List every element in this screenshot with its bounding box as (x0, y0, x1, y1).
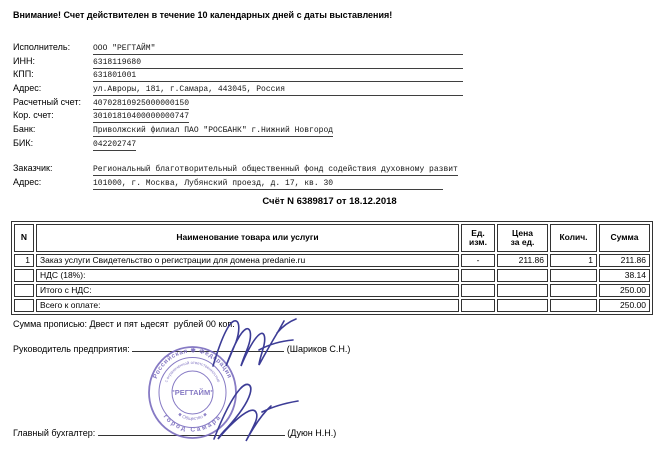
field-row-bik (13, 138, 136, 151)
field-row-settlement-account (13, 97, 189, 110)
invoice-title: Счёт N 6389817 от 18.12.2018 (262, 196, 397, 207)
field-row-executor (13, 42, 463, 55)
inn-value: 6318119680 (93, 58, 463, 69)
item-sum: 211.86 (599, 254, 650, 267)
col-header-name: Наименование товара или услуги (36, 224, 459, 252)
items-table (11, 221, 653, 315)
svg-text:с ограниченной ответственность (163, 360, 221, 383)
col-header-qty: Колич. (550, 224, 597, 252)
item-price: 211.86 (497, 254, 548, 267)
amount-in-words (13, 319, 235, 329)
director-name: (Шариков С.Н.) (286, 344, 351, 354)
settlement-account-label: Расчетный счет: (13, 97, 82, 107)
accountant-name: (Дуюн Н.Н.) (287, 428, 337, 438)
stamp-center-text: "РЕГТАЙМ" (171, 388, 214, 397)
bank-label: Банк: (13, 124, 36, 134)
col-header-number: N (14, 224, 34, 252)
item-qty: 1 (550, 254, 597, 267)
col-header-sum: Сумма (599, 224, 650, 252)
stamp-ring-bottom-text: ✱ Общество ✱ (176, 411, 209, 422)
field-row-customer (13, 163, 458, 176)
director-signature-line (132, 343, 284, 352)
accountant-signature-row (13, 427, 336, 438)
stamp-outer-top-text: Российская ✱ Федерация (152, 347, 233, 380)
table-row (14, 254, 650, 267)
customer-label: Заказчик: (13, 163, 53, 173)
customer-address-label: Адрес: (13, 177, 42, 187)
address-value: ул.Авроры, 181, г.Самара, 443045, Россия (93, 85, 463, 96)
item-number: 1 (14, 254, 34, 267)
amount-in-words-value: Двест и пят ьдесят рублей 00 коп. (89, 319, 235, 329)
kpp-value: 631801001 (93, 71, 463, 82)
item-name: Заказ услуги Свидетельство о регистрации для домена predanie.ru (36, 254, 459, 267)
svg-text:✱ Общество ✱ (177, 412, 208, 421)
stamp-ring-top-text: с ограниченной ответственностью (163, 359, 222, 383)
vat-label: НДС (18%): (36, 269, 459, 282)
kpp-label: КПП: (13, 69, 34, 79)
field-row-inn (13, 56, 463, 69)
total-with-vat-label: Итого с НДС: (36, 284, 459, 297)
vat-sum: 38.14 (599, 269, 650, 282)
stamp-outer-bottom-text: город Самара (161, 413, 224, 434)
table-row-vat (14, 269, 650, 282)
customer-value: Региональный благотворительный общественный фонд содействия духовному развит (93, 165, 458, 174)
accountant-label: Главный бухгалтер: (13, 428, 96, 438)
accountant-signature-line (98, 427, 285, 436)
item-unit: - (461, 254, 495, 267)
items-table-wrapper (11, 221, 653, 315)
col-header-price: Цена за ед. (497, 224, 548, 252)
bik-value: 042202747 (93, 140, 137, 149)
table-row-total-vat (14, 284, 650, 297)
validity-notice: Внимание! Счет действителен в течение 10 календарных дней с даты выставления! (13, 10, 393, 20)
table-header-row (14, 224, 650, 252)
total-with-vat-sum: 250.00 (599, 284, 650, 297)
field-row-customer-address (13, 177, 443, 190)
director-label: Руководитель предприятия: (13, 344, 130, 354)
customer-address-value: 101000, г. Москва, Лубянский проезд, д. 17, кв. 30 (93, 179, 443, 190)
director-signature-row (13, 343, 350, 354)
bank-value: Приволжский филиал ПАО "РОСБАНК" г.Нижний Новгород (93, 126, 334, 135)
col-header-unit: Ед. изм. (461, 224, 495, 252)
grand-total-sum: 250.00 (599, 299, 650, 312)
field-row-bank (13, 124, 333, 137)
field-row-kpp (13, 69, 463, 82)
field-row-corr-account (13, 110, 189, 123)
corr-account-value: 30101810400000000747 (93, 112, 190, 121)
executor-value: ООО "РЕГТАЙМ" (93, 44, 463, 55)
executor-label: Исполнитель: (13, 42, 71, 52)
address-label: Адрес: (13, 83, 42, 93)
amount-in-words-label: Сумма прописью: (13, 319, 88, 329)
inn-label: ИНН: (13, 56, 35, 66)
settlement-account-value: 40702810925000000150 (93, 99, 190, 108)
corr-account-label: Кор. счет: (13, 110, 54, 120)
grand-total-label: Всего к оплате: (36, 299, 459, 312)
field-row-address (13, 83, 463, 96)
bik-label: БИК: (13, 138, 34, 148)
table-row-grand-total (14, 299, 650, 312)
